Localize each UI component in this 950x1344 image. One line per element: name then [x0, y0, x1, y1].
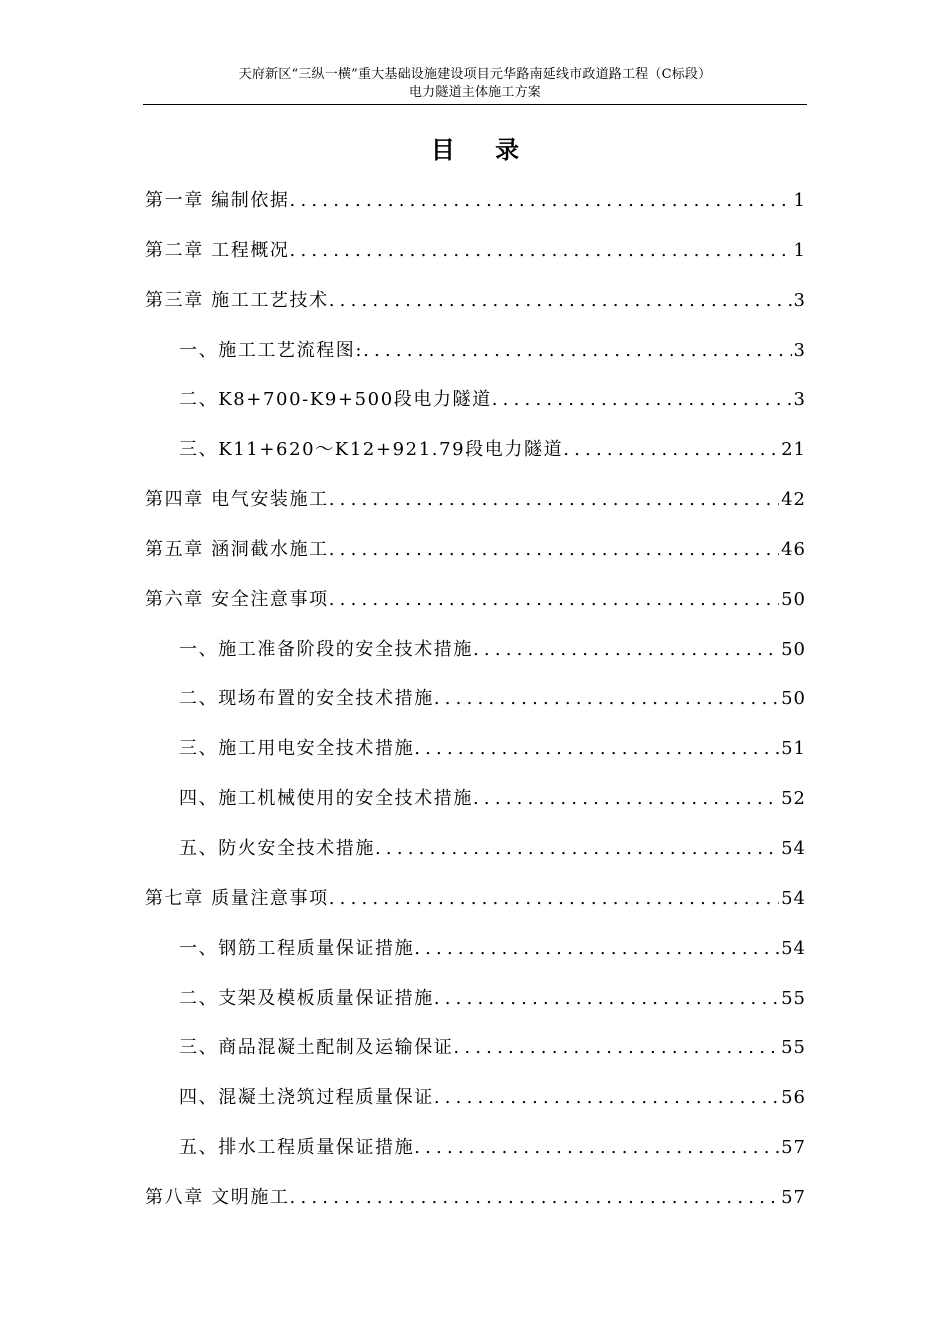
toc-entry[interactable] — [145, 874, 806, 924]
toc-entry-label: 二、现场布置的安全技术措施 — [179, 688, 434, 710]
header-project-title: 天府新区“三纵一横”重大基础设施建设项目元华路南延线市政道路工程（C标段） — [238, 67, 712, 82]
toc-entry-label: 一、施工准备阶段的安全技术措施 — [179, 638, 473, 660]
toc-entry[interactable] — [145, 924, 806, 974]
toc-entry[interactable] — [145, 1073, 806, 1123]
toc-entry-label: 五、防火安全技术措施 — [179, 837, 375, 859]
toc-entry-page-number: 46 — [781, 538, 806, 560]
toc-entry-page-number: 54 — [781, 937, 806, 959]
header-divider — [143, 104, 807, 105]
toc-entry[interactable] — [145, 1173, 806, 1223]
toc-dot-leader — [290, 1173, 780, 1223]
toc-entry-label: 一、钢筋工程质量保证措施 — [179, 937, 415, 959]
toc-entry[interactable] — [145, 525, 806, 575]
toc-dot-leader — [375, 824, 779, 874]
toc-entry-label: 一、施工工艺流程图: — [179, 339, 364, 361]
toc-entry-page-number: 21 — [781, 439, 806, 461]
toc-entry-label: 三、K11+620～K12+921.79段电力隧道 — [179, 439, 564, 461]
toc-entry-page-number: 57 — [781, 1186, 806, 1208]
toc-dot-leader — [329, 475, 779, 525]
toc-entry-page-number: 50 — [781, 688, 806, 710]
toc-entry[interactable] — [145, 774, 806, 824]
toc-entry-label: 第二章 工程概况 — [145, 239, 290, 261]
toc-dot-leader — [290, 226, 792, 276]
toc-entry[interactable] — [145, 1023, 806, 1073]
toc-entry[interactable] — [145, 226, 806, 276]
toc-dot-leader — [453, 1023, 779, 1073]
toc-entry-page-number: 3 — [793, 339, 806, 361]
toc-entry[interactable] — [145, 724, 806, 774]
toc-entry[interactable] — [145, 375, 806, 425]
toc-entry-label: 二、K8+700-K9+500段电力隧道 — [179, 389, 492, 411]
toc-entry-page-number: 3 — [793, 389, 806, 411]
toc-entry[interactable] — [145, 1123, 806, 1173]
toc-dot-leader — [414, 724, 779, 774]
page-header — [143, 66, 807, 102]
toc-entry-page-number: 55 — [781, 1037, 806, 1059]
toc-entry-label: 第四章 电气安装施工 — [145, 489, 329, 511]
toc-entry-page-number: 42 — [781, 489, 806, 511]
toc-dot-leader — [434, 674, 779, 724]
toc-dot-leader — [414, 1123, 779, 1173]
toc-entry[interactable] — [145, 824, 806, 874]
toc-entry[interactable] — [145, 176, 806, 226]
toc-dot-leader — [563, 425, 779, 475]
toc-entry-page-number: 54 — [781, 837, 806, 859]
toc-entry-page-number: 52 — [781, 788, 806, 810]
toc-entry-label: 五、排水工程质量保证措施 — [179, 1137, 415, 1159]
toc-dot-leader — [414, 924, 779, 974]
toc-entry[interactable] — [145, 674, 806, 724]
toc-entry-label: 三、施工用电安全技术措施 — [179, 738, 415, 760]
table-of-contents — [145, 176, 806, 1223]
toc-entry[interactable] — [145, 625, 806, 675]
toc-entry-label: 三、商品混凝土配制及运输保证 — [179, 1037, 454, 1059]
toc-entry[interactable] — [145, 974, 806, 1024]
toc-entry-page-number: 57 — [781, 1137, 806, 1159]
toc-dot-leader — [329, 874, 779, 924]
toc-dot-leader — [329, 575, 779, 625]
header-document-title: 电力隧道主体施工方案 — [408, 85, 541, 100]
toc-entry-page-number: 51 — [781, 738, 806, 760]
toc-entry[interactable] — [145, 575, 806, 625]
toc-entry-label: 第六章 安全注意事项 — [145, 588, 329, 610]
toc-dot-leader — [434, 974, 779, 1024]
toc-entry-label: 第五章 涵洞截水施工 — [145, 538, 329, 560]
toc-entry-page-number: 50 — [781, 588, 806, 610]
toc-title: 目 录 — [430, 135, 536, 164]
toc-dot-leader — [492, 375, 792, 425]
toc-entry-label: 第七章 质量注意事项 — [145, 887, 329, 909]
toc-dot-leader — [329, 525, 779, 575]
toc-entry[interactable] — [145, 425, 806, 475]
toc-entry-label: 第三章 施工工艺技术 — [145, 289, 329, 311]
toc-entry-page-number: 1 — [793, 190, 806, 211]
toc-entry-page-number: 55 — [781, 987, 806, 1009]
toc-entry-page-number: 50 — [781, 638, 806, 660]
toc-entry-page-number: 54 — [781, 887, 806, 909]
toc-dot-leader — [290, 176, 792, 226]
toc-entry-label: 第八章 文明施工 — [145, 1186, 290, 1208]
toc-entry-page-number: 1 — [793, 239, 806, 261]
toc-entry-label: 第一章 编制依据 — [145, 190, 290, 211]
toc-entry-label: 四、施工机械使用的安全技术措施 — [179, 788, 473, 810]
toc-dot-leader — [473, 774, 779, 824]
toc-entry-label: 四、混凝土浇筑过程质量保证 — [179, 1087, 434, 1109]
toc-entry-page-number: 3 — [793, 289, 806, 311]
toc-entry-page-number: 56 — [781, 1087, 806, 1109]
toc-dot-leader — [434, 1073, 779, 1123]
toc-dot-leader — [363, 326, 791, 376]
toc-entry[interactable] — [145, 276, 806, 326]
toc-entry[interactable] — [145, 326, 806, 376]
toc-entry[interactable] — [145, 475, 806, 525]
toc-entry-label: 二、支架及模板质量保证措施 — [179, 987, 434, 1009]
toc-dot-leader — [473, 625, 779, 675]
toc-dot-leader — [329, 276, 792, 326]
